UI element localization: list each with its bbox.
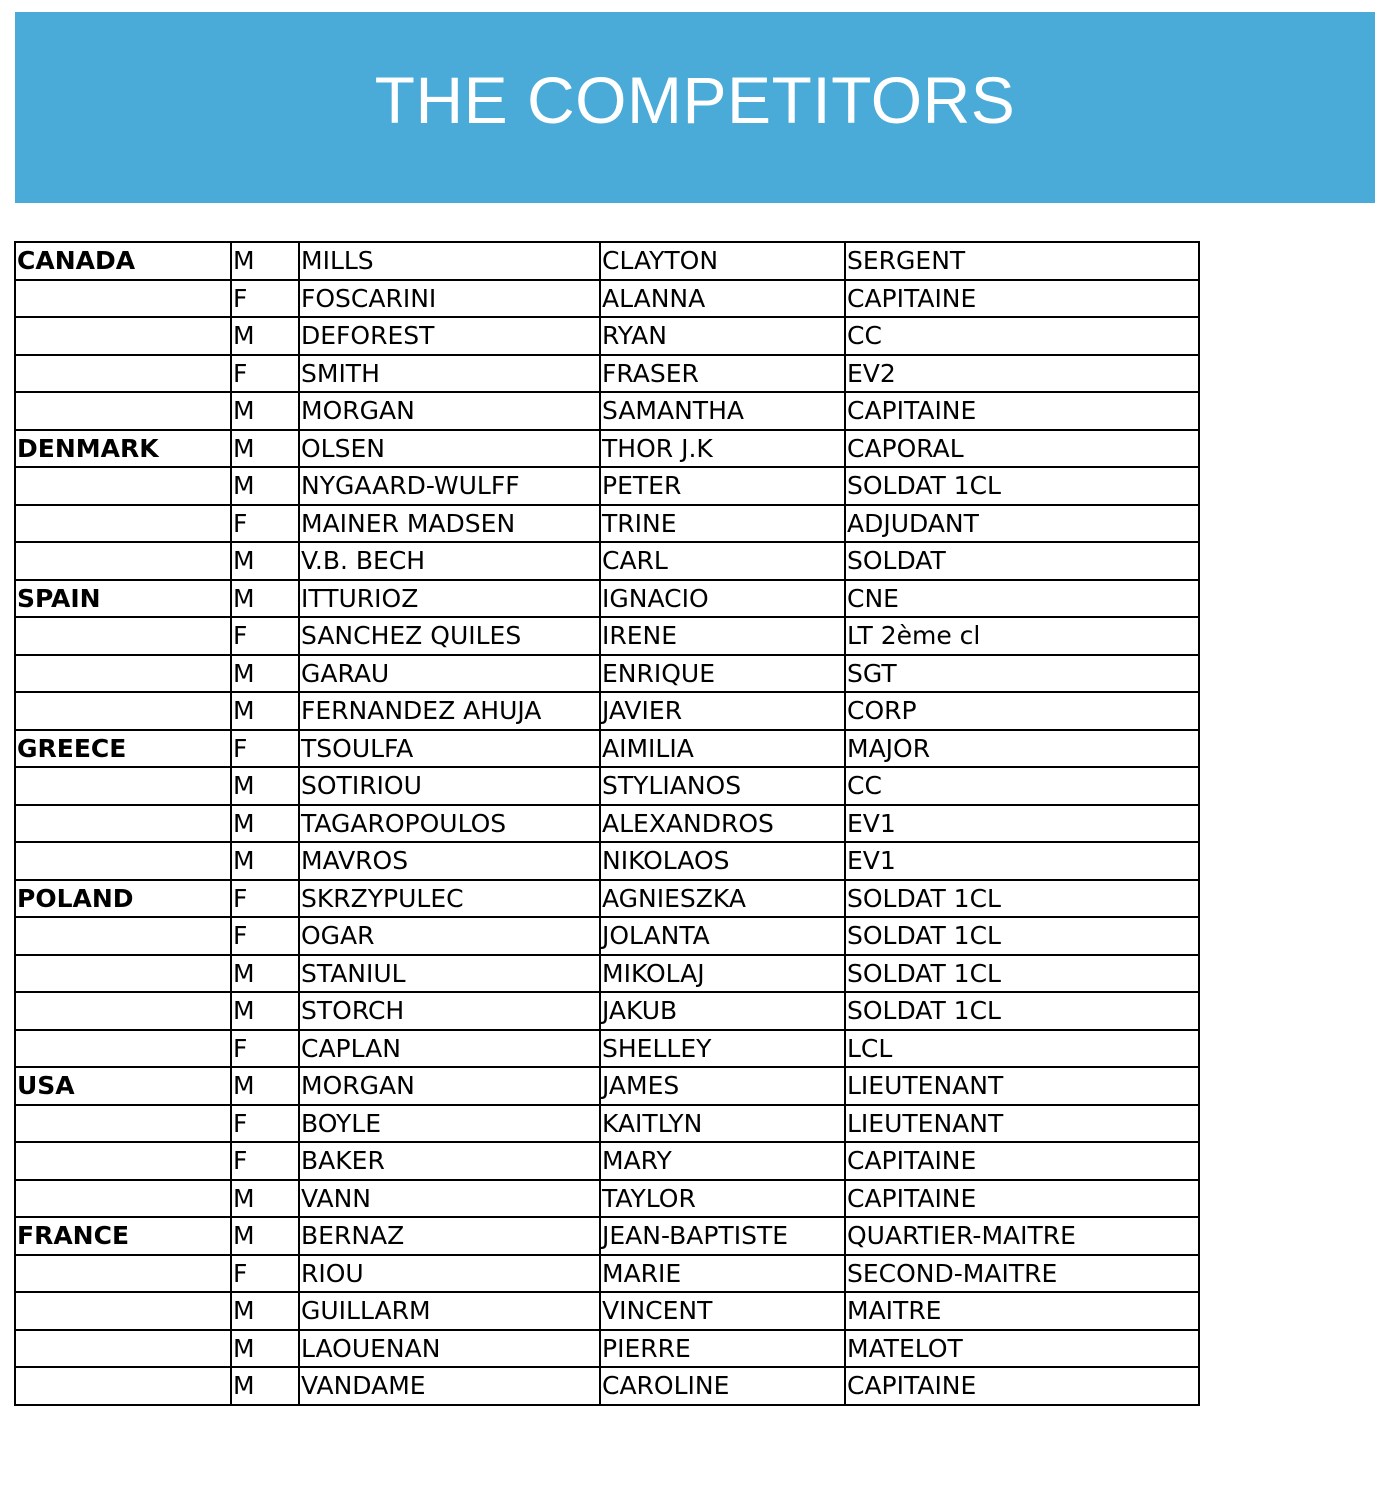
sex-cell: F xyxy=(231,505,299,543)
country-cell xyxy=(15,767,231,805)
country-cell xyxy=(15,280,231,318)
surname-cell: FERNANDEZ AHUJA xyxy=(299,692,600,730)
table-row xyxy=(15,467,1199,505)
first-name-cell: ALEXANDROS xyxy=(600,805,845,843)
table-row xyxy=(15,730,1199,768)
rank-cell: CAPITAINE xyxy=(845,1180,1199,1218)
surname-cell: CAPLAN xyxy=(299,1030,600,1068)
sex-cell: M xyxy=(231,1292,299,1330)
rank-cell: LCL xyxy=(845,1030,1199,1068)
sex-cell: F xyxy=(231,355,299,393)
country-cell: GREECE xyxy=(15,730,231,768)
country-cell xyxy=(15,842,231,880)
table-row xyxy=(15,1217,1199,1255)
surname-cell: VANN xyxy=(299,1180,600,1218)
sex-cell: M xyxy=(231,430,299,468)
surname-cell: SANCHEZ QUILES xyxy=(299,617,600,655)
surname-cell: GARAU xyxy=(299,655,600,693)
surname-cell: MORGAN xyxy=(299,392,600,430)
first-name-cell: FRASER xyxy=(600,355,845,393)
surname-cell: SKRZYPULEC xyxy=(299,880,600,918)
first-name-cell: TAYLOR xyxy=(600,1180,845,1218)
surname-cell: ITTURIOZ xyxy=(299,580,600,618)
rank-cell: LIEUTENANT xyxy=(845,1067,1199,1105)
country-cell xyxy=(15,1030,231,1068)
first-name-cell: JAKUB xyxy=(600,992,845,1030)
country-cell xyxy=(15,1180,231,1218)
surname-cell: GUILLARM xyxy=(299,1292,600,1330)
table-row xyxy=(15,430,1199,468)
surname-cell: NYGAARD-WULFF xyxy=(299,467,600,505)
first-name-cell: IGNACIO xyxy=(600,580,845,618)
first-name-cell: TRINE xyxy=(600,505,845,543)
competitors-table-body xyxy=(15,242,1199,1405)
surname-cell: TSOULFA xyxy=(299,730,600,768)
rank-cell: CC xyxy=(845,317,1199,355)
first-name-cell: IRENE xyxy=(600,617,845,655)
sex-cell: M xyxy=(231,467,299,505)
first-name-cell: JAVIER xyxy=(600,692,845,730)
country-cell xyxy=(15,1255,231,1293)
first-name-cell: JOLANTA xyxy=(600,917,845,955)
country-cell xyxy=(15,617,231,655)
rank-cell: LT 2ème cl xyxy=(845,617,1199,655)
country-cell: DENMARK xyxy=(15,430,231,468)
rank-cell: EV2 xyxy=(845,355,1199,393)
sex-cell: M xyxy=(231,1180,299,1218)
rank-cell: LIEUTENANT xyxy=(845,1105,1199,1143)
surname-cell: VANDAME xyxy=(299,1367,600,1405)
rank-cell: SOLDAT 1CL xyxy=(845,880,1199,918)
first-name-cell: ENRIQUE xyxy=(600,655,845,693)
rank-cell: SOLDAT 1CL xyxy=(845,955,1199,993)
first-name-cell: CAROLINE xyxy=(600,1367,845,1405)
surname-cell: SOTIRIOU xyxy=(299,767,600,805)
country-cell: USA xyxy=(15,1067,231,1105)
sex-cell: M xyxy=(231,1330,299,1368)
table-row xyxy=(15,280,1199,318)
country-cell xyxy=(15,505,231,543)
sex-cell: F xyxy=(231,880,299,918)
country-cell xyxy=(15,992,231,1030)
rank-cell: CAPITAINE xyxy=(845,392,1199,430)
rank-cell: CC xyxy=(845,767,1199,805)
sex-cell: F xyxy=(231,917,299,955)
sex-cell: M xyxy=(231,1217,299,1255)
sex-cell: M xyxy=(231,542,299,580)
table-row xyxy=(15,842,1199,880)
surname-cell: STORCH xyxy=(299,992,600,1030)
table-row xyxy=(15,767,1199,805)
table-row xyxy=(15,317,1199,355)
table-row xyxy=(15,1030,1199,1068)
sex-cell: M xyxy=(231,580,299,618)
country-cell xyxy=(15,1367,231,1405)
sex-cell: M xyxy=(231,992,299,1030)
first-name-cell: JAMES xyxy=(600,1067,845,1105)
rank-cell: SECOND-MAITRE xyxy=(845,1255,1199,1293)
table-row xyxy=(15,1142,1199,1180)
country-cell xyxy=(15,692,231,730)
table-row xyxy=(15,692,1199,730)
rank-cell: EV1 xyxy=(845,805,1199,843)
sex-cell: M xyxy=(231,842,299,880)
rank-cell: EV1 xyxy=(845,842,1199,880)
sex-cell: F xyxy=(231,1255,299,1293)
rank-cell: MAITRE xyxy=(845,1292,1199,1330)
table-row xyxy=(15,392,1199,430)
rank-cell: CAPITAINE xyxy=(845,1367,1199,1405)
rank-cell: CORP xyxy=(845,692,1199,730)
sex-cell: M xyxy=(231,767,299,805)
table-row xyxy=(15,1330,1199,1368)
country-cell xyxy=(15,467,231,505)
table-row xyxy=(15,542,1199,580)
table-row xyxy=(15,1367,1199,1405)
surname-cell: V.B. BECH xyxy=(299,542,600,580)
rank-cell: MAJOR xyxy=(845,730,1199,768)
country-cell xyxy=(15,955,231,993)
page-title: THE COMPETITORS xyxy=(374,63,1016,137)
table-row xyxy=(15,1180,1199,1218)
table-row xyxy=(15,617,1199,655)
first-name-cell: CARL xyxy=(600,542,845,580)
rank-cell: SOLDAT 1CL xyxy=(845,467,1199,505)
first-name-cell: VINCENT xyxy=(600,1292,845,1330)
table-row xyxy=(15,880,1199,918)
first-name-cell: SHELLEY xyxy=(600,1030,845,1068)
first-name-cell: AGNIESZKA xyxy=(600,880,845,918)
surname-cell: OLSEN xyxy=(299,430,600,468)
rank-cell: CNE xyxy=(845,580,1199,618)
first-name-cell: CLAYTON xyxy=(600,242,845,280)
rank-cell: SOLDAT xyxy=(845,542,1199,580)
sex-cell: M xyxy=(231,392,299,430)
surname-cell: TAGAROPOULOS xyxy=(299,805,600,843)
sex-cell: F xyxy=(231,617,299,655)
surname-cell: MAINER MADSEN xyxy=(299,505,600,543)
sex-cell: M xyxy=(231,1367,299,1405)
sex-cell: F xyxy=(231,1030,299,1068)
rank-cell: SOLDAT 1CL xyxy=(845,992,1199,1030)
country-cell: CANADA xyxy=(15,242,231,280)
first-name-cell: ALANNA xyxy=(600,280,845,318)
first-name-cell: SAMANTHA xyxy=(600,392,845,430)
country-cell xyxy=(15,1292,231,1330)
country-cell xyxy=(15,392,231,430)
rank-cell: CAPITAINE xyxy=(845,280,1199,318)
surname-cell: DEFOREST xyxy=(299,317,600,355)
sex-cell: M xyxy=(231,242,299,280)
surname-cell: MAVROS xyxy=(299,842,600,880)
sex-cell: F xyxy=(231,730,299,768)
first-name-cell: MIKOLAJ xyxy=(600,955,845,993)
sex-cell: M xyxy=(231,955,299,993)
surname-cell: BOYLE xyxy=(299,1105,600,1143)
surname-cell: RIOU xyxy=(299,1255,600,1293)
sex-cell: M xyxy=(231,1067,299,1105)
first-name-cell: PETER xyxy=(600,467,845,505)
country-cell xyxy=(15,655,231,693)
country-cell: FRANCE xyxy=(15,1217,231,1255)
rank-cell: QUARTIER-MAITRE xyxy=(845,1217,1199,1255)
table-row xyxy=(15,505,1199,543)
country-cell: SPAIN xyxy=(15,580,231,618)
sex-cell: M xyxy=(231,317,299,355)
competitors-table xyxy=(14,241,1200,1406)
rank-cell: ADJUDANT xyxy=(845,505,1199,543)
surname-cell: FOSCARINI xyxy=(299,280,600,318)
table-row xyxy=(15,355,1199,393)
country-cell xyxy=(15,1105,231,1143)
country-cell xyxy=(15,1142,231,1180)
surname-cell: BERNAZ xyxy=(299,1217,600,1255)
sex-cell: M xyxy=(231,805,299,843)
first-name-cell: RYAN xyxy=(600,317,845,355)
first-name-cell: PIERRE xyxy=(600,1330,845,1368)
sex-cell: M xyxy=(231,655,299,693)
table-row xyxy=(15,1255,1199,1293)
table-row xyxy=(15,992,1199,1030)
table-row xyxy=(15,1292,1199,1330)
rank-cell: CAPORAL xyxy=(845,430,1199,468)
country-cell xyxy=(15,917,231,955)
first-name-cell: NIKOLAOS xyxy=(600,842,845,880)
surname-cell: OGAR xyxy=(299,917,600,955)
first-name-cell: THOR J.K xyxy=(600,430,845,468)
table-row xyxy=(15,805,1199,843)
rank-cell: MATELOT xyxy=(845,1330,1199,1368)
table-row xyxy=(15,1067,1199,1105)
sex-cell: F xyxy=(231,1105,299,1143)
sex-cell: F xyxy=(231,1142,299,1180)
country-cell: POLAND xyxy=(15,880,231,918)
first-name-cell: AIMILIA xyxy=(600,730,845,768)
surname-cell: BAKER xyxy=(299,1142,600,1180)
country-cell xyxy=(15,542,231,580)
surname-cell: SMITH xyxy=(299,355,600,393)
table-row xyxy=(15,1105,1199,1143)
first-name-cell: KAITLYN xyxy=(600,1105,845,1143)
rank-cell: SOLDAT 1CL xyxy=(845,917,1199,955)
first-name-cell: STYLIANOS xyxy=(600,767,845,805)
table-row xyxy=(15,955,1199,993)
country-cell xyxy=(15,1330,231,1368)
rank-cell: SERGENT xyxy=(845,242,1199,280)
rank-cell: SGT xyxy=(845,655,1199,693)
country-cell xyxy=(15,317,231,355)
surname-cell: LAOUENAN xyxy=(299,1330,600,1368)
surname-cell: STANIUL xyxy=(299,955,600,993)
surname-cell: MILLS xyxy=(299,242,600,280)
rank-cell: CAPITAINE xyxy=(845,1142,1199,1180)
table-row xyxy=(15,917,1199,955)
country-cell xyxy=(15,805,231,843)
table-row xyxy=(15,655,1199,693)
country-cell xyxy=(15,355,231,393)
surname-cell: MORGAN xyxy=(299,1067,600,1105)
first-name-cell: JEAN-BAPTISTE xyxy=(600,1217,845,1255)
first-name-cell: MARIE xyxy=(600,1255,845,1293)
title-banner xyxy=(15,12,1375,203)
sex-cell: F xyxy=(231,280,299,318)
table-row xyxy=(15,580,1199,618)
sex-cell: M xyxy=(231,692,299,730)
table-row xyxy=(15,242,1199,280)
first-name-cell: MARY xyxy=(600,1142,845,1180)
